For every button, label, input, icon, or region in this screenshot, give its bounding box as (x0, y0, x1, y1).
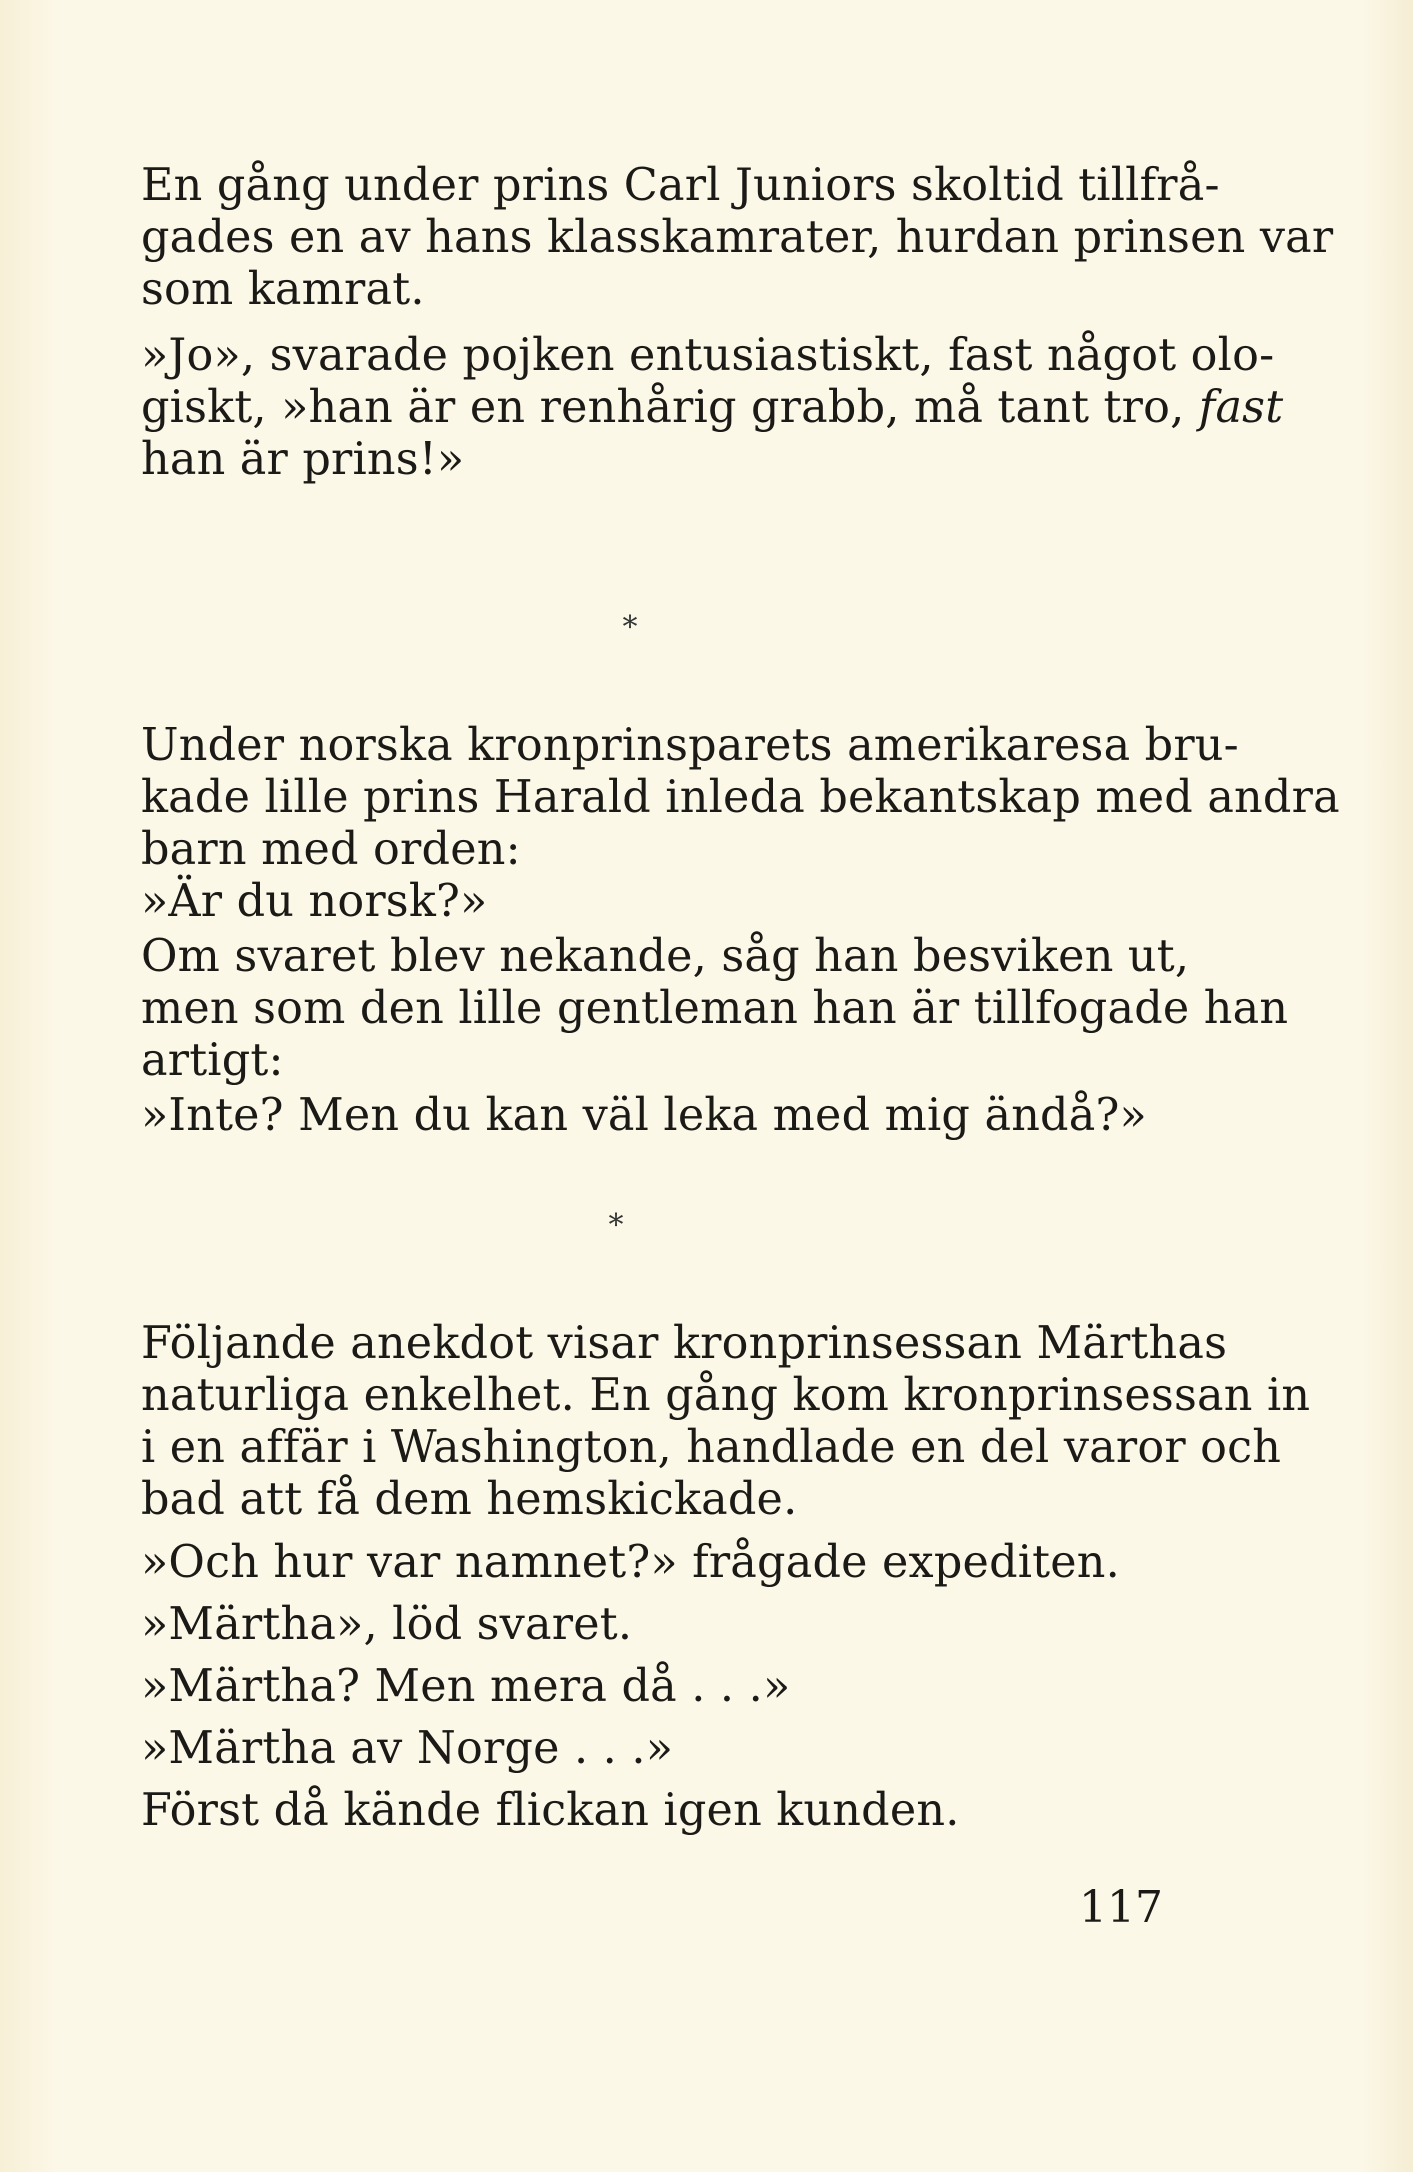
text-line: bad att få dem hemskickade. (141, 1474, 798, 1525)
text-line: Följande anekdot visar kronprinsessan Märthas (141, 1318, 1228, 1369)
text-line: kade lille prins Harald inleda bekantskap med andra (141, 772, 1340, 823)
text-line: barn med orden: (141, 824, 521, 875)
text-line: En gång under prins Carl Juniors skoltid tillfrå- (141, 160, 1220, 211)
section-separator: * (608, 1208, 624, 1243)
text-line: men som den lille gentleman han är tillfogade han (141, 983, 1289, 1034)
text-line: som kamrat. (141, 264, 425, 315)
section-separator: * (622, 610, 638, 645)
text-line: i en affär i Washington, handlade en del varor och (141, 1422, 1282, 1473)
text-line: »Märtha av Norge . . .» (141, 1723, 674, 1774)
text-line: »Märtha? Men mera då . . .» (141, 1661, 791, 1712)
text-line: Först då kände flickan igen kunden. (141, 1785, 960, 1836)
text-span: giskt, »han är en renhårig grabb, må tant tro, (141, 382, 1185, 433)
text-line: han är prins!» (141, 434, 465, 485)
text-line: gades en av hans klasskamrater, hurdan prinsen var (141, 212, 1334, 263)
text-line: artigt: (141, 1035, 284, 1086)
text-line: naturliga enkelhet. En gång kom kronprinsessan in (141, 1370, 1311, 1421)
text-line: Under norska kronprinsparets amerikaresa bru- (141, 720, 1239, 771)
emphasis-text: fast (1198, 382, 1284, 433)
text-line: »Märtha», löd svaret. (141, 1599, 633, 1650)
text-line: »Är du norsk?» (141, 876, 488, 927)
text-line: »Inte? Men du kan väl leka med mig ändå?» (141, 1090, 1147, 1141)
text-line: Om svaret blev nekande, såg han besviken ut, (141, 931, 1190, 982)
text-line: »Och hur var namnet?» frågade expediten. (141, 1537, 1121, 1588)
text-line: »Jo», svarade pojken entusiastiskt, fast något olo- (141, 330, 1275, 381)
page-number: 117 (1079, 1882, 1163, 1933)
text-line (141, 380, 1284, 436)
